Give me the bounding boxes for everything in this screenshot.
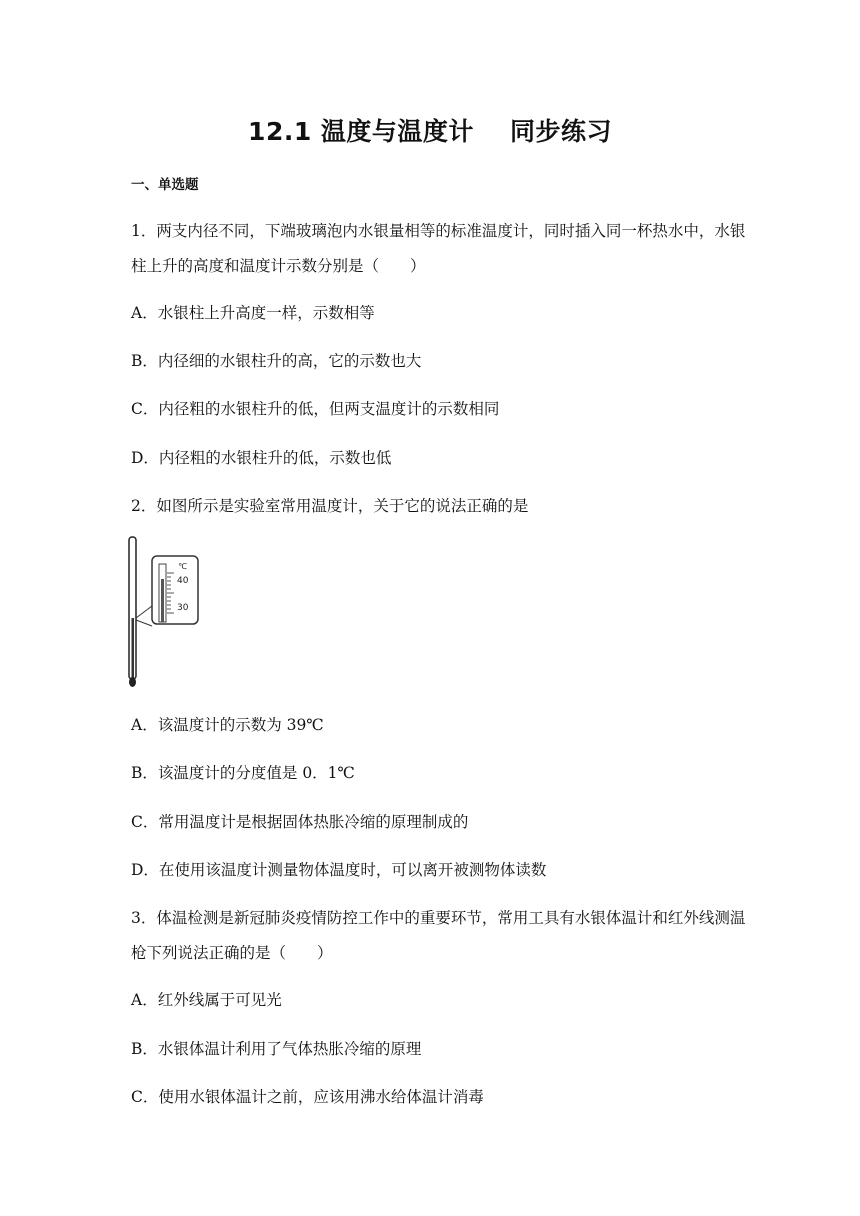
q2-option-a: A．该温度计的示数为 39℃ — [131, 716, 324, 734]
q2-option-c: C．常用温度计是根据固体热胀冷缩的原理制成的 — [131, 813, 469, 831]
figure-tick-lower: 30 — [177, 603, 189, 613]
q1-stem-line-1: 1．两支内径不同，下端玻璃泡内水银量相等的标准温度计，同时插入同一杯热水中，水银 — [131, 222, 746, 240]
q2-stem-line-1: 2．如图所示是实验室常用温度计，关于它的说法正确的是 — [131, 497, 529, 515]
q3-option-c: C．使用水银体温计之前，应该用沸水给体温计消毒 — [131, 1088, 484, 1106]
q3-option-b: B．水银体温计利用了气体热胀冷缩的原理 — [131, 1040, 422, 1058]
q2-option-b: B．该温度计的分度值是 0．1℃ — [131, 764, 355, 782]
figure-tick-upper: 40 — [177, 576, 189, 586]
section-heading: 一、单选题 — [131, 177, 199, 193]
figure-unit: ℃ — [178, 562, 187, 571]
q1-option-c: C．内径粗的水银柱升的低，但两支温度计的示数相同 — [131, 400, 500, 418]
q1-option-d: D．内径粗的水银柱升的低，示数也低 — [131, 449, 392, 467]
title-main: 12.1 温度与温度计 — [248, 117, 474, 146]
q3-stem-line-1: 3．体温检测是新冠肺炎疫情防控工作中的重要环节，常用工具有水银体温计和红外线测温 — [131, 909, 746, 927]
q2-option-d: D．在使用该温度计测量物体温度时，可以离开被测物体读数 — [131, 861, 547, 879]
q1-option-a: A．水银柱上升高度一样，示数相等 — [131, 304, 375, 322]
q3-option-a: A．红外线属于可见光 — [131, 991, 282, 1009]
title-sub: 同步练习 — [509, 117, 612, 146]
q1-option-b: B．内径细的水银柱升的高，它的示数也大 — [131, 352, 422, 370]
thermometer-figure — [124, 534, 204, 690]
q1-stem-line-2: 柱上升的高度和温度计示数分别是（ ） — [131, 257, 426, 275]
page-title — [0, 112, 860, 148]
q3-stem-line-2: 枪下列说法正确的是（ ） — [131, 944, 333, 962]
thermometer-icon — [124, 534, 204, 690]
